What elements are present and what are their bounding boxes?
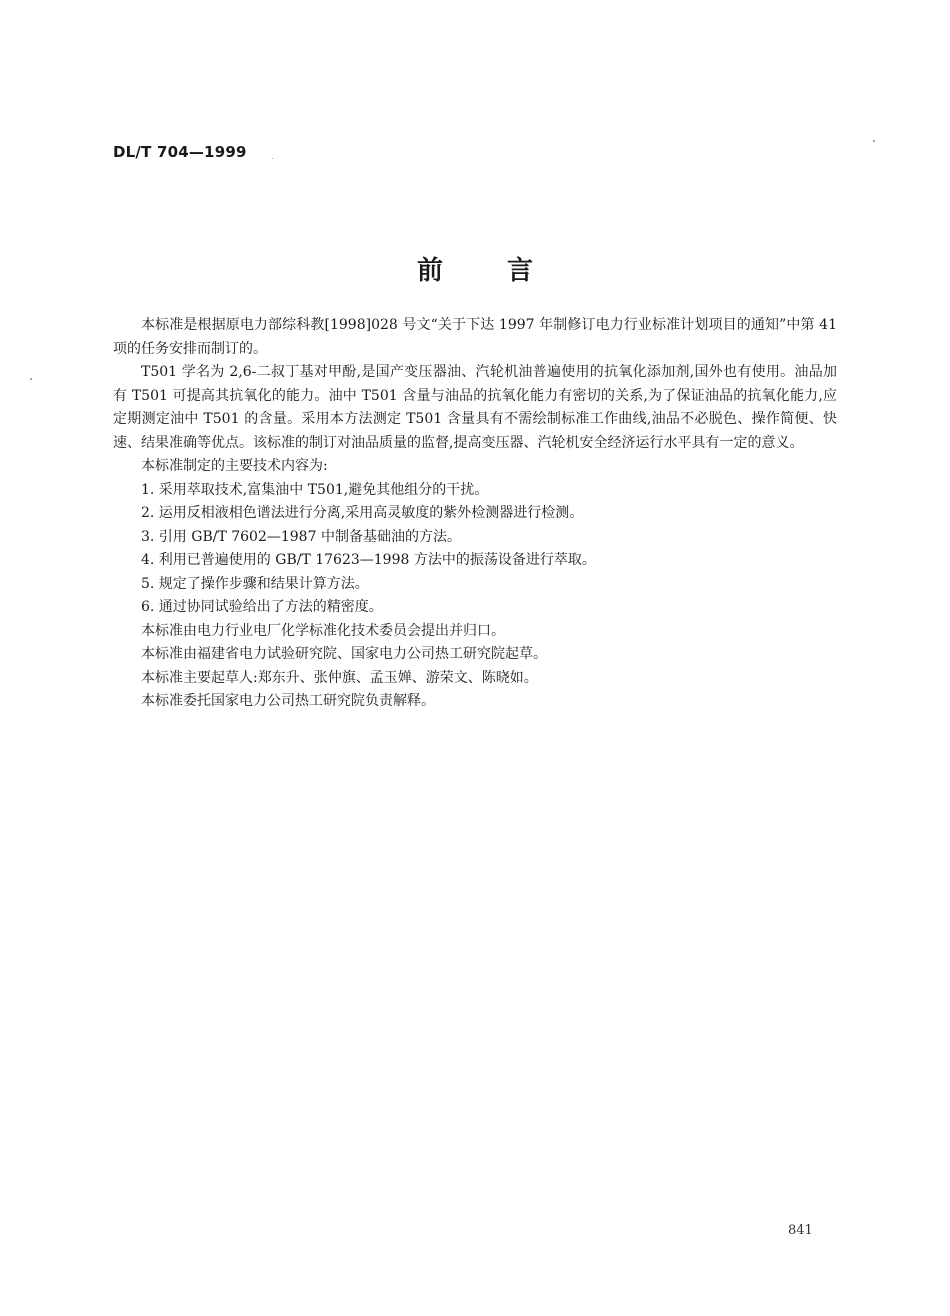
foreword-body	[113, 314, 837, 714]
list-item: 2. 运用反相液相色谱法进行分离,采用高灵敏度的紫外检测器进行检测。	[141, 505, 584, 521]
paragraph: T501 学名为 2,6-二叔丁基对甲酚,是国产变压器油、汽轮机油普遍使用的抗氧化添加剂,国外也有使用。油品加有 T501 可提高其抗氧化的能力。油中 T501 含量与油品的抗氧化能力有密切的关系,为了保证油品的抗氧化能力,应定期测定油中 T501 的含量。采用本方法测定 T501 含量具有不需绘制标准工作曲线,油品不必脱色、操作简便、快速、结果准确等优点。该标准的制订对油品质量的监督,提高变压器、汽轮机安全经济运行水平具有一定的意义。	[113, 364, 837, 451]
list-item: 5. 规定了操作步骤和结果计算方法。	[141, 575, 369, 592]
list-item: 3. 引用 GB/T 7602—1987 中制备基础油的方法。	[141, 528, 461, 545]
paragraph: 本标准是根据原电力部综科教[1998]028 号文“关于下达 1997 年制修订电力行业标准计划项目的通知”中第 41 项的任务安排而制订的。	[113, 317, 837, 357]
scan-speck	[873, 140, 875, 142]
paragraph: 本标准制定的主要技术内容为:	[141, 458, 328, 474]
list-item: 4. 利用已普遍使用的 GB/T 17623—1998 方法中的振荡设备进行萃取。	[141, 552, 596, 568]
closing-statement: 本标准委托国家电力公司热工研究院负责解释。	[141, 693, 435, 709]
closing-statement: 本标准主要起草人:郑东升、张仲旗、孟玉婵、游荣文、陈晓如。	[141, 669, 538, 686]
page-number: 841	[788, 1223, 813, 1238]
title-char-2: 言	[507, 256, 534, 286]
list-item: 6. 通过协同试验给出了方法的精密度。	[141, 599, 383, 615]
document-code: DL/T 704—1999	[113, 143, 247, 161]
closing-statement: 本标准由福建省电力试验研究院、国家电力公司热工研究院起草。	[141, 646, 547, 662]
list-item: 1. 采用萃取技术,富集油中 T501,避免其他组分的干扰。	[141, 481, 489, 498]
section-title	[0, 250, 950, 287]
title-char-1: 前	[416, 256, 443, 286]
closing-statement: 本标准由电力行业电厂化学标准化技术委员会提出并归口。	[141, 622, 505, 639]
scan-speck	[30, 378, 32, 380]
scan-speck	[272, 158, 273, 159]
